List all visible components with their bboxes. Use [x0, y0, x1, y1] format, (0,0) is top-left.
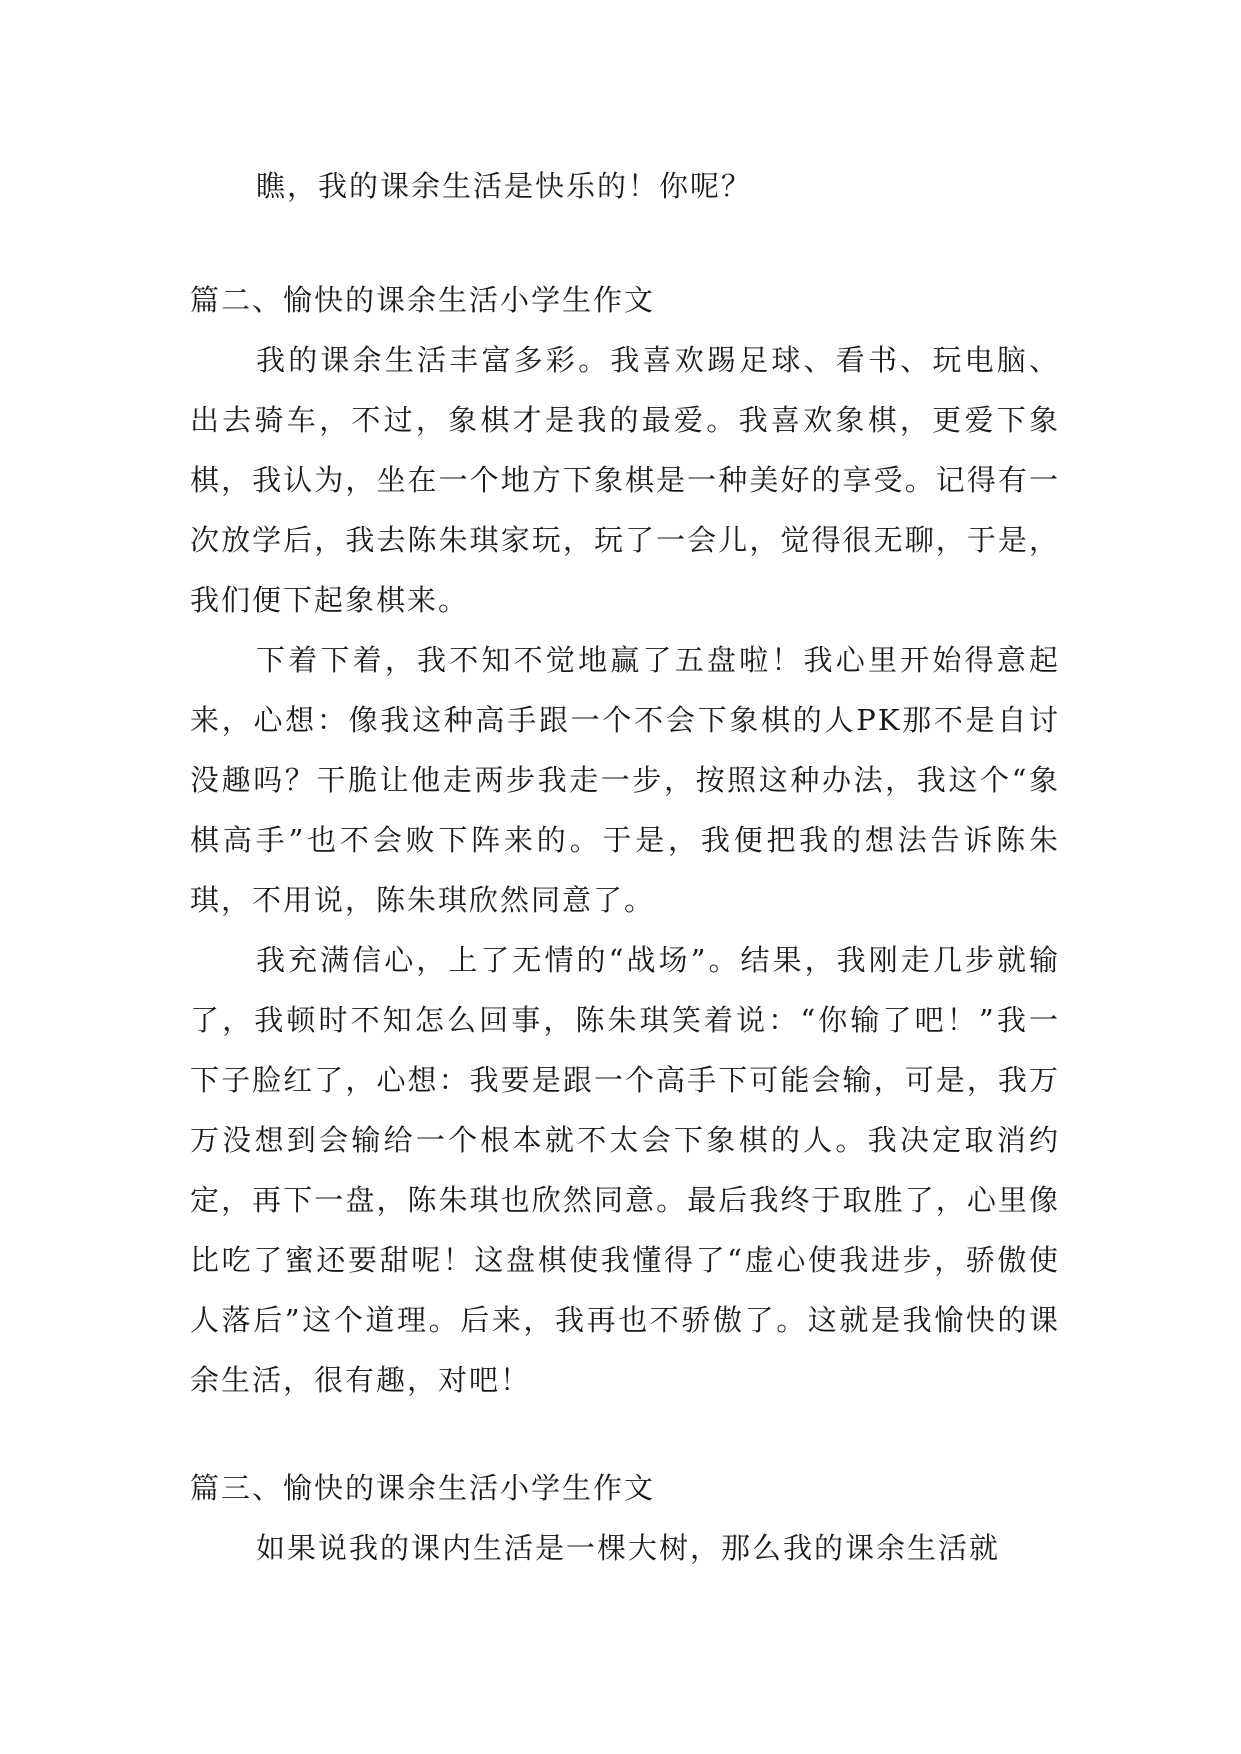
- section2-paragraph-3: 我充满信心，上了无情的“战场”。结果，我刚走几步就输了，我顿时不知怎么回事，陈朱琪笑着说：“你输了吧！”我一下子脸红了，心想：我要是跟一个高手下可能会输，可是，我万万没想到会输给一个根本就不太会下象棋的人。我决定取消约定，再下一盘，陈朱琪也欣然同意。最后我终于取胜了，心里像比吃了蜜还要甜呢！这盘棋使我懂得了“虚心使我进步，骄傲使人落后”这个道理。后来，我再也不骄傲了。这就是我愉快的课余生活，很有趣，对吧！: [190, 943, 1060, 1397]
- intro-closing-paragraph: 瞧，我的课余生活是快乐的！你呢？: [256, 169, 753, 203]
- section2-paragraph-1: 我的课余生活丰富多彩。我喜欢踢足球、看书、玩电脑、出去骑车，不过，象棋才是我的最爱。我喜欢象棋，更爱下象棋，我认为，坐在一个地方下象棋是一种美好的享受。记得有一次放学后，我去陈朱琪家玩，玩了一会儿，觉得很无聊，于是，我们便下起象棋来。: [190, 343, 1060, 617]
- section2-paragraph-2: 下着下着，我不知不觉地赢了五盘啦！我心里开始得意起来，心想：像我这种高手跟一个不会下象棋的人PK那不是自讨没趣吗？干脆让他走两步我走一步，按照这种办法，我这个“象棋高手”也不会败下阵来的。于是，我便把我的想法告诉陈朱琪，不用说，陈朱琪欣然同意了。: [190, 643, 1060, 917]
- section2-title: 篇二、愉快的课余生活小学生作文: [190, 283, 656, 317]
- section3-title: 篇三、愉快的课余生活小学生作文: [190, 1471, 656, 1505]
- section3-paragraph-1: 如果说我的课内生活是一棵大树，那么我的课余生活就: [256, 1531, 1001, 1565]
